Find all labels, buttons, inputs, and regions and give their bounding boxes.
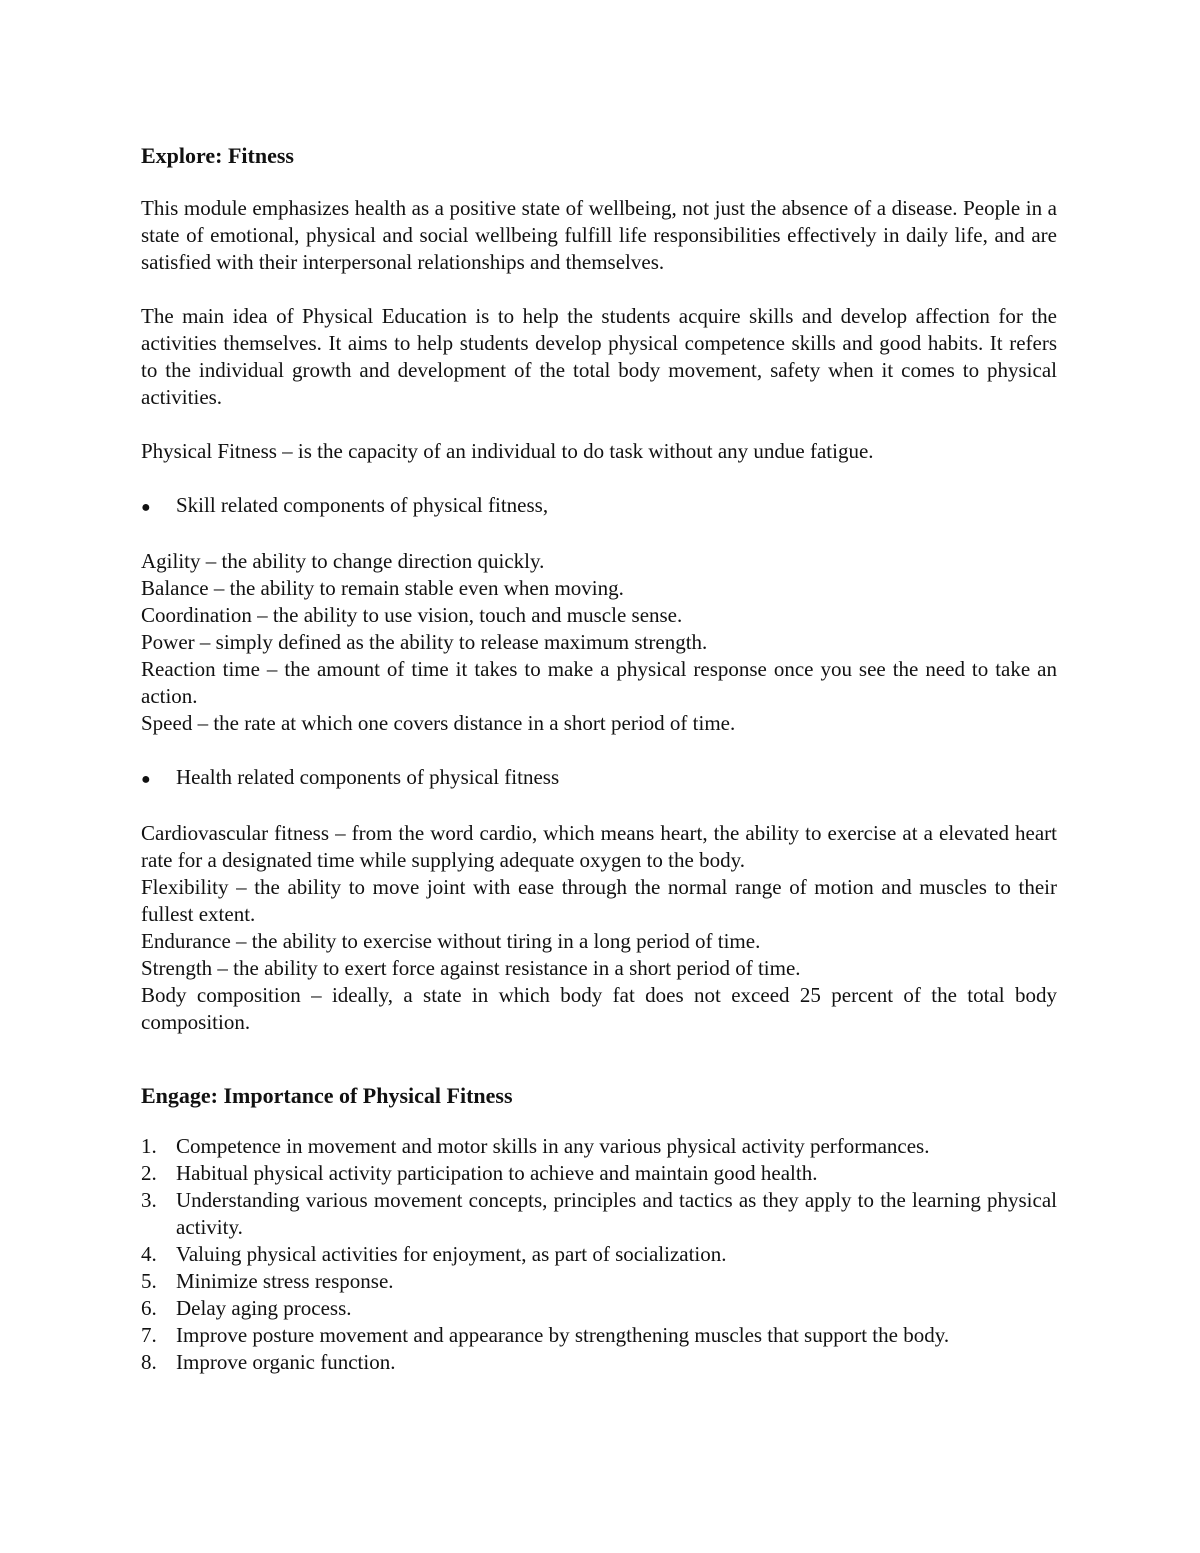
list-item [141, 1322, 1057, 1349]
list-number: 7. [141, 1323, 157, 1347]
skill-bullet-text: Skill related components of physical fitness, [176, 493, 549, 517]
list-number: 6. [141, 1296, 157, 1320]
spacer [141, 171, 1057, 195]
list-item [141, 1295, 1057, 1322]
physical-fitness-definition: Physical Fitness – is the capacity of an individual to do task without any undue fatigue. [141, 439, 874, 463]
list-item-text: Valuing physical activities for enjoyment, as part of socialization. [176, 1242, 727, 1266]
list-item [141, 1160, 1057, 1187]
spacer [141, 1036, 1057, 1081]
list-item-text: Understanding various movement concepts, principles and tactics as they apply to the learning physical activity. [176, 1188, 1057, 1239]
skill-item: Coordination – the ability to use vision, touch and muscle sense. [141, 603, 683, 627]
list-item [141, 1241, 1057, 1268]
skill-item: Reaction time – the amount of time it takes to make a physical response once you see the need to take an action. [141, 657, 1057, 708]
list-number: 8. [141, 1350, 157, 1374]
health-bullet-text: Health related components of physical fitness [176, 765, 560, 789]
bullet-icon: ● [141, 771, 151, 788]
explore-heading: Explore: Fitness [141, 143, 294, 168]
skill-item: Agility – the ability to change direction quickly. [141, 549, 545, 573]
health-item: Endurance – the ability to exercise without tiring in a long period of time. [141, 929, 761, 953]
bullet-icon: ● [141, 499, 151, 516]
spacer [141, 1111, 1057, 1133]
health-bullet [141, 764, 1057, 793]
document-page [141, 141, 1057, 1376]
health-item: Flexibility – the ability to move joint with ease through the normal range of motion and muscles to their fullest extent. [141, 875, 1057, 926]
list-number: 3. [141, 1188, 157, 1212]
spacer [141, 465, 1057, 492]
list-number: 1. [141, 1134, 157, 1158]
skill-bullet [141, 492, 1057, 521]
importance-list [141, 1133, 1057, 1376]
skill-item: Speed – the rate at which one covers distance in a short period of time. [141, 711, 736, 735]
spacer [141, 411, 1057, 438]
list-number: 4. [141, 1242, 157, 1266]
health-item: Body composition – ideally, a state in which body fat does not exceed 25 percent of the total body composition. [141, 983, 1057, 1034]
intro-paragraph: This module emphasizes health as a positive state of wellbeing, not just the absence of a disease. People in a state of emotional, physical and social wellbeing fulfill life responsibilities effectively in daily life, and are satisfied with their interpersonal relationships and themselves. [141, 196, 1057, 274]
list-item-text: Improve posture movement and appearance by strengthening muscles that support the body. [176, 1323, 950, 1347]
spacer [141, 737, 1057, 764]
health-item: Strength – the ability to exert force against resistance in a short period of time. [141, 956, 801, 980]
spacer [141, 276, 1057, 303]
list-item-text: Competence in movement and motor skills in any various physical activity performances. [176, 1134, 930, 1158]
skill-item: Balance – the ability to remain stable even when moving. [141, 576, 624, 600]
pe-paragraph: The main idea of Physical Education is to help the students acquire skills and develop affection for the activities themselves. It aims to help students develop physical competence skills and good habits. It refers to the individual growth and development of the total body movement, safety when it comes to physical activities. [141, 304, 1057, 409]
skill-item: Power – simply defined as the ability to release maximum strength. [141, 630, 708, 654]
list-number: 5. [141, 1269, 157, 1293]
list-item [141, 1187, 1057, 1241]
list-item-text: Improve organic function. [176, 1350, 396, 1374]
engage-heading: Engage: Importance of Physical Fitness [141, 1083, 513, 1108]
list-item-text: Delay aging process. [176, 1296, 352, 1320]
list-item [141, 1349, 1057, 1376]
list-item-text: Habitual physical activity participation to achieve and maintain good health. [176, 1161, 818, 1185]
health-item: Cardiovascular fitness – from the word cardio, which means heart, the ability to exercise at a elevated heart rate for a designated time while supplying adequate oxygen to the body. [141, 821, 1057, 872]
list-item [141, 1268, 1057, 1295]
list-number: 2. [141, 1161, 157, 1185]
spacer [141, 793, 1057, 820]
list-item [141, 1133, 1057, 1160]
spacer [141, 521, 1057, 548]
list-item-text: Minimize stress response. [176, 1269, 394, 1293]
